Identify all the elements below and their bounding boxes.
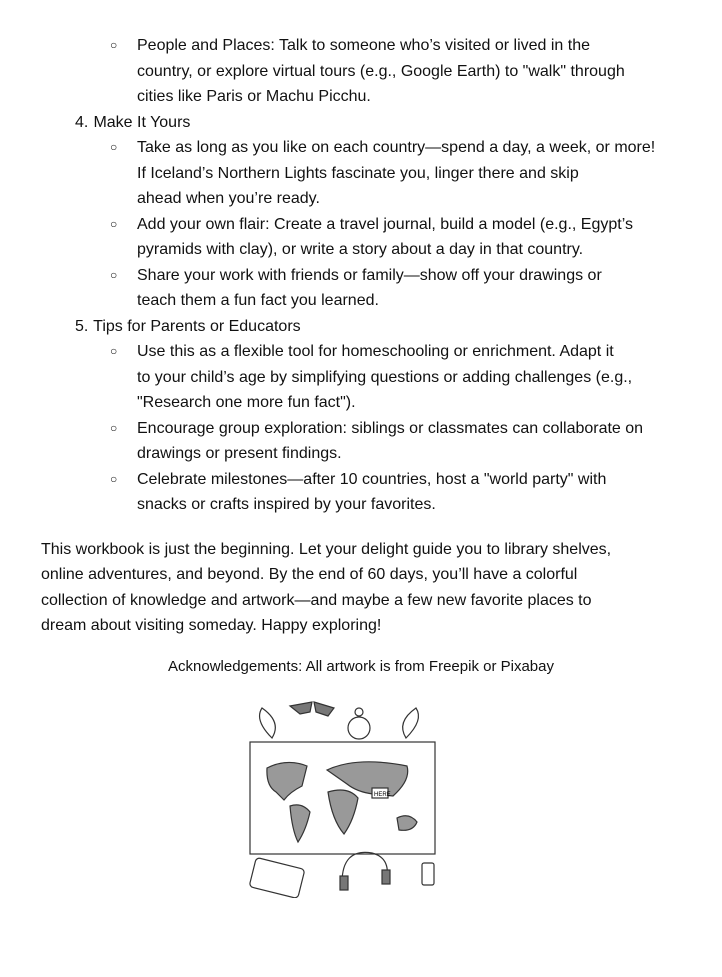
south-america-shape: [290, 805, 310, 842]
document-body: [0, 33, 722, 639]
list-item-text: snacks or crafts inspired by your favorites.: [137, 496, 436, 513]
section-number: 5.: [75, 317, 89, 335]
australia-shape: [397, 816, 417, 831]
list-item-text: Celebrate milestones—after 10 countries, host a "world party" with: [137, 470, 607, 488]
music-player-icon: [422, 863, 434, 885]
list-item-text: drawings or present findings.: [137, 445, 342, 462]
paragraph-line: collection of knowledge and artwork—and maybe a few new favorite places to: [41, 591, 592, 609]
list-item: [0, 339, 722, 416]
list-item: [0, 467, 722, 518]
headphones-icon: [342, 852, 387, 883]
list-item-text: If Iceland’s Northern Lights fascinate you, linger there and skip: [137, 164, 579, 182]
list-item-text: Use this as a flexible tool for homeschooling or enrichment. Adapt it: [137, 343, 614, 360]
flip-flop-icon: [403, 708, 419, 738]
list-item-text: Take as long as you like on each country—spend a day, a week, or more!: [137, 139, 656, 156]
list-item-text: Add your own flair: Create a travel journal, build a model (e.g., Egypt’s: [137, 215, 633, 233]
suitcase-icon: [249, 857, 305, 898]
travel-map-illustration: [232, 688, 448, 898]
list-item-text: teach them a fun fact you learned.: [137, 292, 379, 309]
closing-paragraph: [0, 537, 722, 639]
north-america-shape: [267, 762, 307, 800]
bullet-icon: ○: [110, 471, 118, 486]
list-item: [0, 263, 722, 314]
section-number: 4.: [75, 113, 89, 131]
list-item-text: People and Places: Talk to someone who’s visited or lived in the: [137, 37, 591, 54]
list-item-text: "Research one more fun fact").: [137, 394, 356, 411]
section-heading: [0, 314, 722, 340]
list-item: [0, 33, 722, 110]
africa-shape: [328, 790, 358, 834]
paragraph-line: dream about visiting someday. Happy exploring!: [41, 617, 382, 634]
numbered-sections: [0, 110, 722, 518]
list-item-text: country, or explore virtual tours (e.g., Google Earth) to "walk" through: [137, 62, 625, 80]
list-item-text: pyramids with clay), or write a story about a day in that country.: [137, 241, 584, 258]
bullet-icon: ○: [110, 140, 118, 154]
list-item: [0, 416, 722, 467]
bullet-icon: ○: [110, 267, 118, 282]
paragraph-line: online adventures, and beyond. By the end of 60 days, you’ll have a colorful: [41, 566, 578, 583]
bullet-icon: ○: [110, 344, 118, 358]
list-item: [0, 135, 722, 212]
list-item: [0, 212, 722, 263]
bullet-icon: ○: [110, 216, 118, 231]
compass-icon: [348, 717, 370, 739]
list-item-text: ahead when you’re ready.: [137, 190, 320, 207]
list-item-text: Encourage group exploration: siblings or classmates can collaborate on: [137, 419, 644, 437]
section-title: Tips for Parents or Educators: [93, 317, 301, 335]
paragraph-line: This workbook is just the beginning. Let your delight guide you to library shelves,: [41, 540, 612, 558]
section-heading: [0, 110, 722, 136]
acknowledgements: Acknowledgements: All artwork is from Freepik or Pixabay: [168, 658, 554, 675]
bullet-icon: ○: [110, 38, 118, 52]
sunglasses-icon: [290, 702, 334, 716]
list-item-text: cities like Paris or Machu Picchu.: [137, 88, 371, 105]
section-title: Make It Yours: [93, 113, 191, 131]
list-item-text: to your child’s age by simplifying questions or adding challenges (e.g.,: [137, 368, 633, 386]
list-item-text: Share your work with friends or family—show off your drawings or: [137, 266, 602, 284]
flip-flop-icon: [260, 708, 276, 738]
bullet-icon: ○: [110, 420, 118, 435]
here-label: HERE: [374, 792, 391, 798]
